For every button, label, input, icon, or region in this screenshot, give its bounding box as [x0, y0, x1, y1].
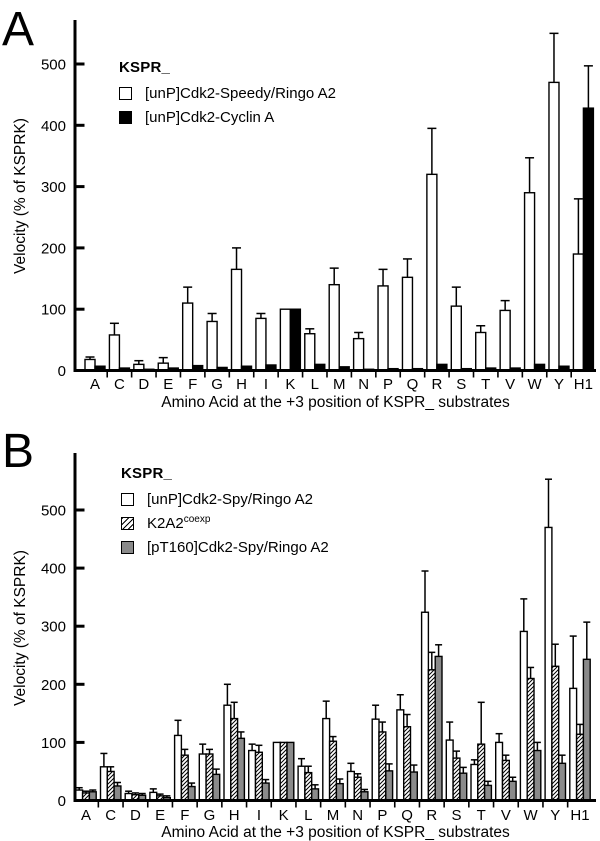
- category-label: N: [352, 807, 364, 824]
- y-tick-label: 100: [40, 734, 66, 752]
- bar-hatched-C: [107, 771, 114, 800]
- category-label: F: [180, 807, 190, 824]
- bar-white-K: [273, 742, 280, 800]
- bar-white-V: [500, 310, 510, 370]
- bar-white-M: [329, 285, 339, 371]
- y-tick-label: 300: [40, 618, 66, 636]
- category-label: P: [383, 376, 394, 393]
- category-label: D: [129, 807, 141, 824]
- legend-item-label-base: K2A2: [147, 515, 184, 532]
- bar-white-C: [109, 335, 119, 371]
- bar-white-L: [305, 334, 315, 371]
- legend-item-label: [pT160]Cdk2-Spy/Ringo A2: [147, 539, 329, 556]
- open-square-swatch-icon: [121, 493, 134, 506]
- y-tick-label: 500: [40, 56, 66, 74]
- category-label: L: [310, 376, 319, 393]
- bar-white-F: [175, 735, 182, 800]
- panel-a-label: A: [2, 3, 35, 56]
- y-tick-label: 400: [40, 117, 66, 135]
- bar-white-S: [451, 306, 461, 370]
- bar-white-C: [101, 767, 108, 801]
- bar-white-L: [298, 766, 305, 800]
- legend-item-label: [unP]Cdk2-Cyclin A: [145, 109, 275, 126]
- bar-hatched-L: [305, 773, 312, 801]
- bar-hatched-Q: [404, 727, 411, 801]
- bar-hatched-S: [453, 758, 460, 800]
- legend-item: [119, 110, 336, 125]
- category-label: G: [203, 807, 216, 824]
- bar-hatched-N: [354, 777, 361, 800]
- bar-gray-G: [213, 774, 220, 800]
- category-label: C: [113, 376, 125, 393]
- category-label: H: [228, 807, 240, 824]
- bar-hatched-H: [231, 719, 238, 801]
- panel-b-legend: [121, 466, 329, 564]
- bar-hatched-T: [478, 744, 485, 800]
- bar-hatched-M: [330, 741, 337, 800]
- bar-gray-K: [287, 742, 294, 800]
- bar-white-W: [525, 193, 535, 371]
- y-tick-label: 0: [57, 793, 66, 810]
- y-tick-label: 400: [40, 560, 66, 578]
- category-label: G: [211, 376, 223, 393]
- bar-gray-L: [312, 789, 319, 801]
- y-axis-title: Velocity (% of KSPRK): [12, 118, 29, 274]
- bar-white-Q: [402, 277, 412, 370]
- bar-white-N: [354, 339, 364, 371]
- bar-white-N: [348, 771, 355, 800]
- category-label: R: [426, 807, 438, 824]
- bar-gray-V: [509, 781, 516, 800]
- bar-gray-F: [188, 787, 195, 801]
- open-square-swatch-icon: [119, 87, 132, 100]
- bar-white-Y: [545, 527, 552, 800]
- y-tick-label: 300: [40, 179, 66, 197]
- legend-item: [119, 86, 336, 101]
- category-label: T: [481, 376, 491, 393]
- category-label: Y: [553, 376, 564, 393]
- bar-white-A: [85, 359, 95, 370]
- y-tick-label: 0: [57, 363, 66, 380]
- bar-gray-H1: [583, 659, 590, 800]
- category-label: H1: [570, 807, 590, 824]
- category-label: Q: [406, 376, 419, 393]
- bar-white-M: [323, 719, 330, 801]
- bar-hatched-V: [503, 760, 510, 800]
- category-label: Q: [401, 807, 413, 824]
- y-tick-label: 500: [40, 502, 66, 520]
- bar-white-K: [280, 309, 290, 370]
- legend-item: [121, 516, 329, 531]
- bar-white-H1: [573, 254, 583, 370]
- category-label: E: [163, 376, 174, 393]
- category-label: V: [505, 376, 516, 393]
- panel-a-legend: [119, 60, 336, 134]
- category-label: N: [358, 376, 370, 393]
- legend-item-label: [147, 516, 210, 531]
- x-axis-title: Amino Acid at the +3 position of KSPR_ substrates: [161, 824, 510, 841]
- legend-item-label: [unP]Cdk2-Spy/Ringo A2: [147, 491, 313, 508]
- category-label: H: [236, 376, 247, 393]
- bar-hatched-P: [379, 732, 386, 801]
- bar-hatched-F: [181, 755, 188, 800]
- panel-a-legend-title: KSPR_: [119, 59, 171, 76]
- bar-gray-C: [114, 786, 121, 801]
- category-label: F: [188, 376, 198, 393]
- bar-black-K: [290, 309, 300, 370]
- bar-gray-R: [435, 656, 442, 800]
- bar-gray-W: [534, 751, 541, 801]
- category-label: M: [332, 376, 346, 393]
- category-label: M: [326, 807, 340, 824]
- category-label: I: [256, 807, 261, 824]
- bar-hatched-R: [428, 670, 435, 801]
- category-label: S: [456, 376, 467, 393]
- category-label: E: [155, 807, 166, 824]
- bar-gray-T: [485, 785, 492, 800]
- category-label: P: [377, 807, 388, 824]
- category-label: I: [263, 376, 269, 393]
- category-label: H1: [573, 376, 593, 393]
- panel-b-legend-title: KSPR_: [121, 465, 173, 482]
- category-label: T: [476, 807, 486, 824]
- category-label: W: [523, 807, 538, 824]
- bar-hatched-I: [256, 752, 263, 800]
- bar-white-H: [224, 705, 231, 800]
- bar-white-T: [471, 764, 478, 800]
- bar-black-H1: [583, 108, 593, 370]
- bar-white-G: [199, 754, 206, 800]
- bar-gray-H: [238, 738, 245, 800]
- bar-white-Q: [397, 710, 404, 801]
- bar-white-P: [378, 286, 388, 371]
- bar-gray-S: [460, 773, 467, 800]
- bar-gray-Y: [559, 763, 566, 800]
- bar-white-R: [427, 174, 437, 370]
- bar-white-A: [76, 790, 83, 800]
- bar-hatched-K: [280, 742, 287, 800]
- category-label: A: [80, 807, 92, 824]
- bar-hatched-W: [527, 678, 534, 800]
- bar-hatched-G: [206, 754, 213, 800]
- category-label: R: [431, 376, 443, 393]
- bar-white-I: [256, 318, 266, 370]
- bar-white-H1: [570, 688, 577, 800]
- category-label: W: [527, 376, 542, 393]
- y-tick-label: 200: [40, 676, 66, 694]
- filled-square-swatch-icon: [119, 111, 132, 124]
- bar-white-T: [476, 332, 486, 370]
- bar-hatched-H1: [577, 734, 584, 800]
- bar-hatched-Y: [552, 666, 559, 800]
- category-label: V: [500, 807, 511, 824]
- category-label: C: [105, 807, 117, 824]
- category-label: K: [278, 807, 289, 824]
- category-label: D: [138, 376, 150, 393]
- bar-white-P: [372, 719, 379, 800]
- legend-item-label-superscript: coexp: [183, 514, 211, 525]
- category-label: A: [89, 376, 101, 393]
- y-tick-label: 100: [40, 301, 66, 319]
- legend-item: [121, 492, 329, 507]
- y-tick-label: 200: [40, 240, 66, 258]
- category-label: S: [451, 807, 462, 824]
- category-label: L: [304, 807, 313, 824]
- bar-white-I: [249, 751, 256, 801]
- category-label: K: [285, 376, 296, 393]
- bar-white-G: [207, 321, 217, 370]
- legend-item-label: [unP]Cdk2-Speedy/Ringo A2: [145, 85, 336, 102]
- bar-white-F: [183, 303, 193, 370]
- bar-white-Y: [549, 82, 559, 370]
- bar-gray-P: [386, 771, 393, 801]
- legend-item: [121, 540, 329, 555]
- panel-b-label: B: [2, 425, 35, 478]
- bar-gray-I: [262, 783, 269, 800]
- x-axis-title: Amino Acid at the +3 position of KSPR_ substrates: [161, 394, 510, 411]
- bar-gray-M: [336, 784, 343, 801]
- bar-gray-Q: [411, 772, 418, 800]
- hatched-square-swatch-icon: [121, 517, 134, 530]
- gray-square-swatch-icon: [121, 541, 134, 554]
- bar-white-W: [520, 631, 527, 800]
- bar-white-V: [496, 742, 503, 800]
- category-label: Y: [550, 807, 561, 824]
- bar-white-R: [422, 612, 429, 800]
- bar-white-S: [446, 740, 453, 800]
- bar-white-H: [232, 269, 242, 370]
- y-axis-title: Velocity (% of KSPRK): [12, 550, 29, 706]
